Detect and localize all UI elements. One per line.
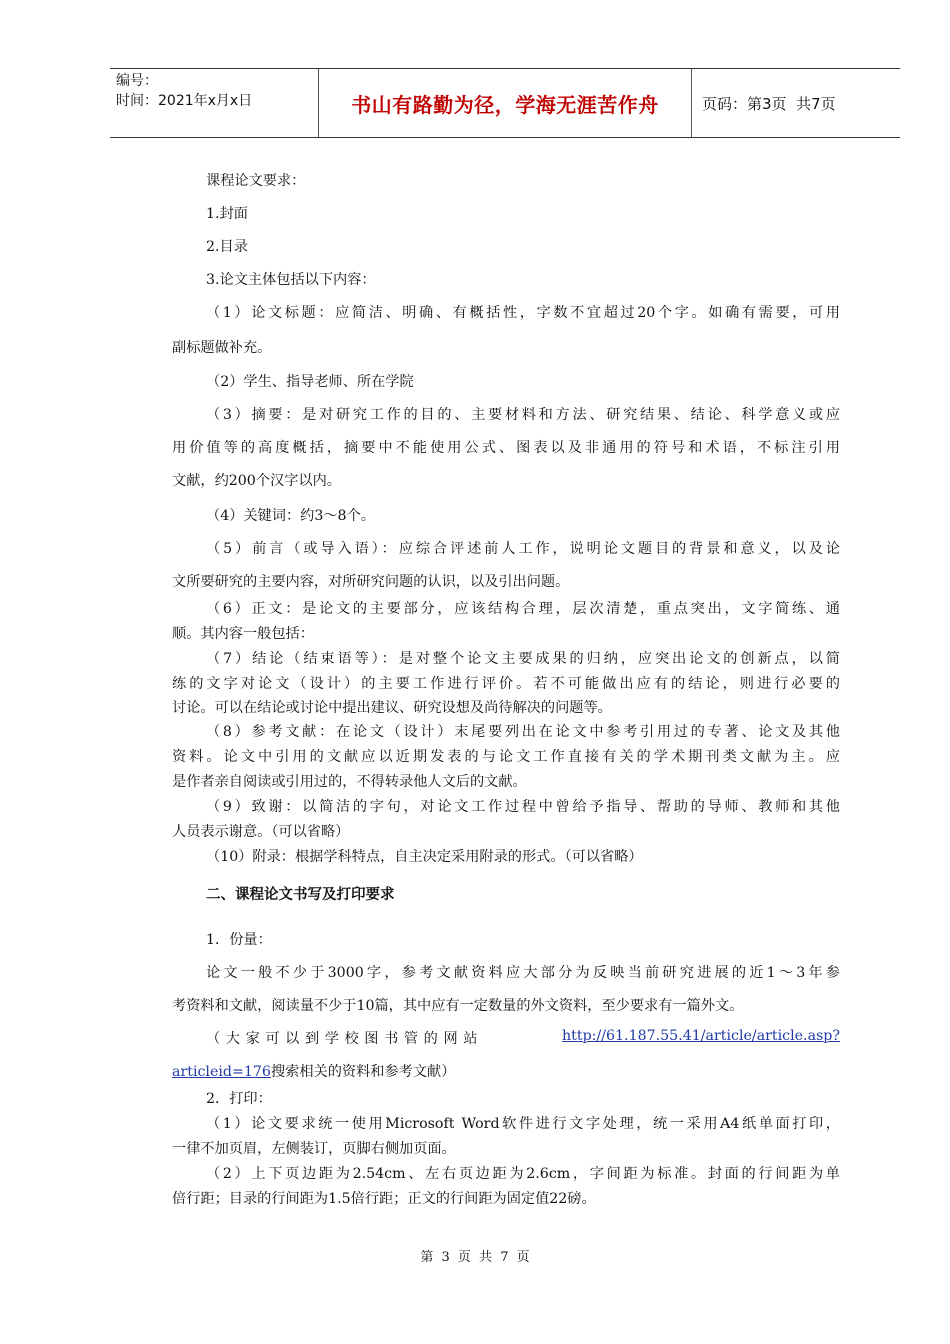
library-note-tail: 搜索相关的资料和参考文献） [270, 1064, 456, 1080]
line-title-rule-cont: 副标题做补充。 [172, 340, 272, 356]
line-amount-detail: 论文一般不少于3000字，参考文献资料应大部分为反映当前研究进展的近1～3年参 [206, 965, 840, 981]
line-title-rule: （1）论文标题：应简洁、明确、有概括性，字数不宜超过20个字。如确有需要，可用 [206, 305, 840, 321]
line-references-cont-2: 是作者亲自阅读或引用过的，不得转录他人文后的文献。 [172, 774, 527, 790]
line-main-text: （6）正文：是论文的主要部分，应该结构合理，层次清楚，重点突出，文字简练、通 [206, 601, 840, 617]
line-abstract: （3）摘要：是对研究工作的目的、主要材料和方法、研究结果、结论、科学意义或应 [206, 407, 840, 423]
line-references-cont-1: 资料。论文中引用的文献应以近期发表的与论文工作直接有关的学术期刊类文献为主。应 [172, 749, 840, 765]
line-abstract-cont-1: 用价值等的高度概括，摘要中不能使用公式、图表以及非通用的符号和术语，不标注引用 [172, 440, 840, 456]
line-printing-rule-2: （2）上下页边距为2.54cm、左右页边距为2.6cm，字间距为标准。封面的行间距为单 [206, 1166, 840, 1182]
line-thanks-cont: 人员表示谢意。（可以省略） [172, 824, 350, 840]
line-appendix: （10）附录：根据学科特点，自主决定采用附录的形式。（可以省略） [206, 849, 643, 865]
header-page-info [692, 69, 900, 137]
library-url-link-cont[interactable]: articleid=176 [172, 1064, 271, 1080]
page-info-text: 页码：第3页 共7页 [702, 94, 836, 113]
line-toc: 2.目录 [206, 239, 248, 255]
line-heading-requirements: 课程论文要求： [206, 173, 306, 189]
line-conclusion-cont-2: 讨论。可以在结论或讨论中提出建议、研究设想及尚待解决的问题等。 [172, 700, 612, 716]
line-library-note-cont [172, 1061, 840, 1081]
line-student: （2）学生、指导老师、所在学院 [206, 374, 414, 390]
line-printing-rule-1-cont: 一律不加页眉，左侧装订，页脚右侧加页面。 [172, 1141, 456, 1157]
line-conclusion: （7）结论（结束语等）：是对整个论文主要成果的归纳，应突出论文的创新点，以简 [206, 651, 840, 667]
line-preface-cont: 文所要研究的主要内容，对所研究问题的认识，以及引出问题。 [172, 574, 570, 590]
line-printing-rule-2-cont: 倍行距；目录的行间距为1.5倍行距；正文的行间距为固定值22磅。 [172, 1191, 596, 1207]
page-header [110, 68, 900, 138]
line-library-note [206, 1028, 840, 1048]
line-conclusion-cont-1: 练的文字对论文（设计）的主要工作进行评价。若不可能做出应有的结论，则进行必要的 [172, 676, 840, 692]
line-amount: 1．份量： [206, 932, 272, 948]
time-label: 时间：2021年x月x日 [116, 93, 253, 109]
section-heading-writing: 二、课程论文书写及打印要求 [206, 887, 395, 903]
header-meta [110, 69, 319, 137]
header-motto: 书山有路勤为径，学海无涯苦作舟 [319, 69, 692, 137]
library-url-link[interactable]: http://61.187.55.41/article/article.asp? [562, 1028, 840, 1044]
line-abstract-cont-2: 文献，约200个汉字以内。 [172, 473, 341, 489]
line-cover: 1.封面 [206, 206, 248, 222]
line-keywords: （4）关键词：约3～8个。 [206, 508, 375, 524]
line-thanks: （9）致谢：以简洁的字句，对论文工作过程中曾给予指导、帮助的导师、教师和其他 [206, 799, 840, 815]
line-amount-detail-cont: 考资料和文献，阅读量不少于10篇，其中应有一定数量的外文资料，至少要求有一篇外文。 [172, 998, 744, 1014]
line-body-contents: 3.论文主体包括以下内容： [206, 272, 376, 288]
line-printing: 2．打印： [206, 1091, 272, 1107]
line-preface: （5）前言（或导入语）：应综合评述前人工作，说明论文题目的背景和意义，以及论 [206, 541, 840, 557]
line-printing-rule-1: （1）论文要求统一使用Microsoft Word软件进行文字处理，统一采用A4纸单面打印， [206, 1116, 840, 1132]
line-main-text-cont: 顺。其内容一般包括： [172, 626, 314, 642]
line-references: （8）参考文献：在论文（设计）末尾要列出在论文中参考引用过的专著、论文及其他 [206, 724, 840, 740]
library-note-text: （大家可以到学校图书管的网站 [206, 1031, 484, 1047]
page-footer: 第 3 页 共 7 页 [420, 1250, 530, 1265]
number-label: 编号： [116, 73, 158, 89]
